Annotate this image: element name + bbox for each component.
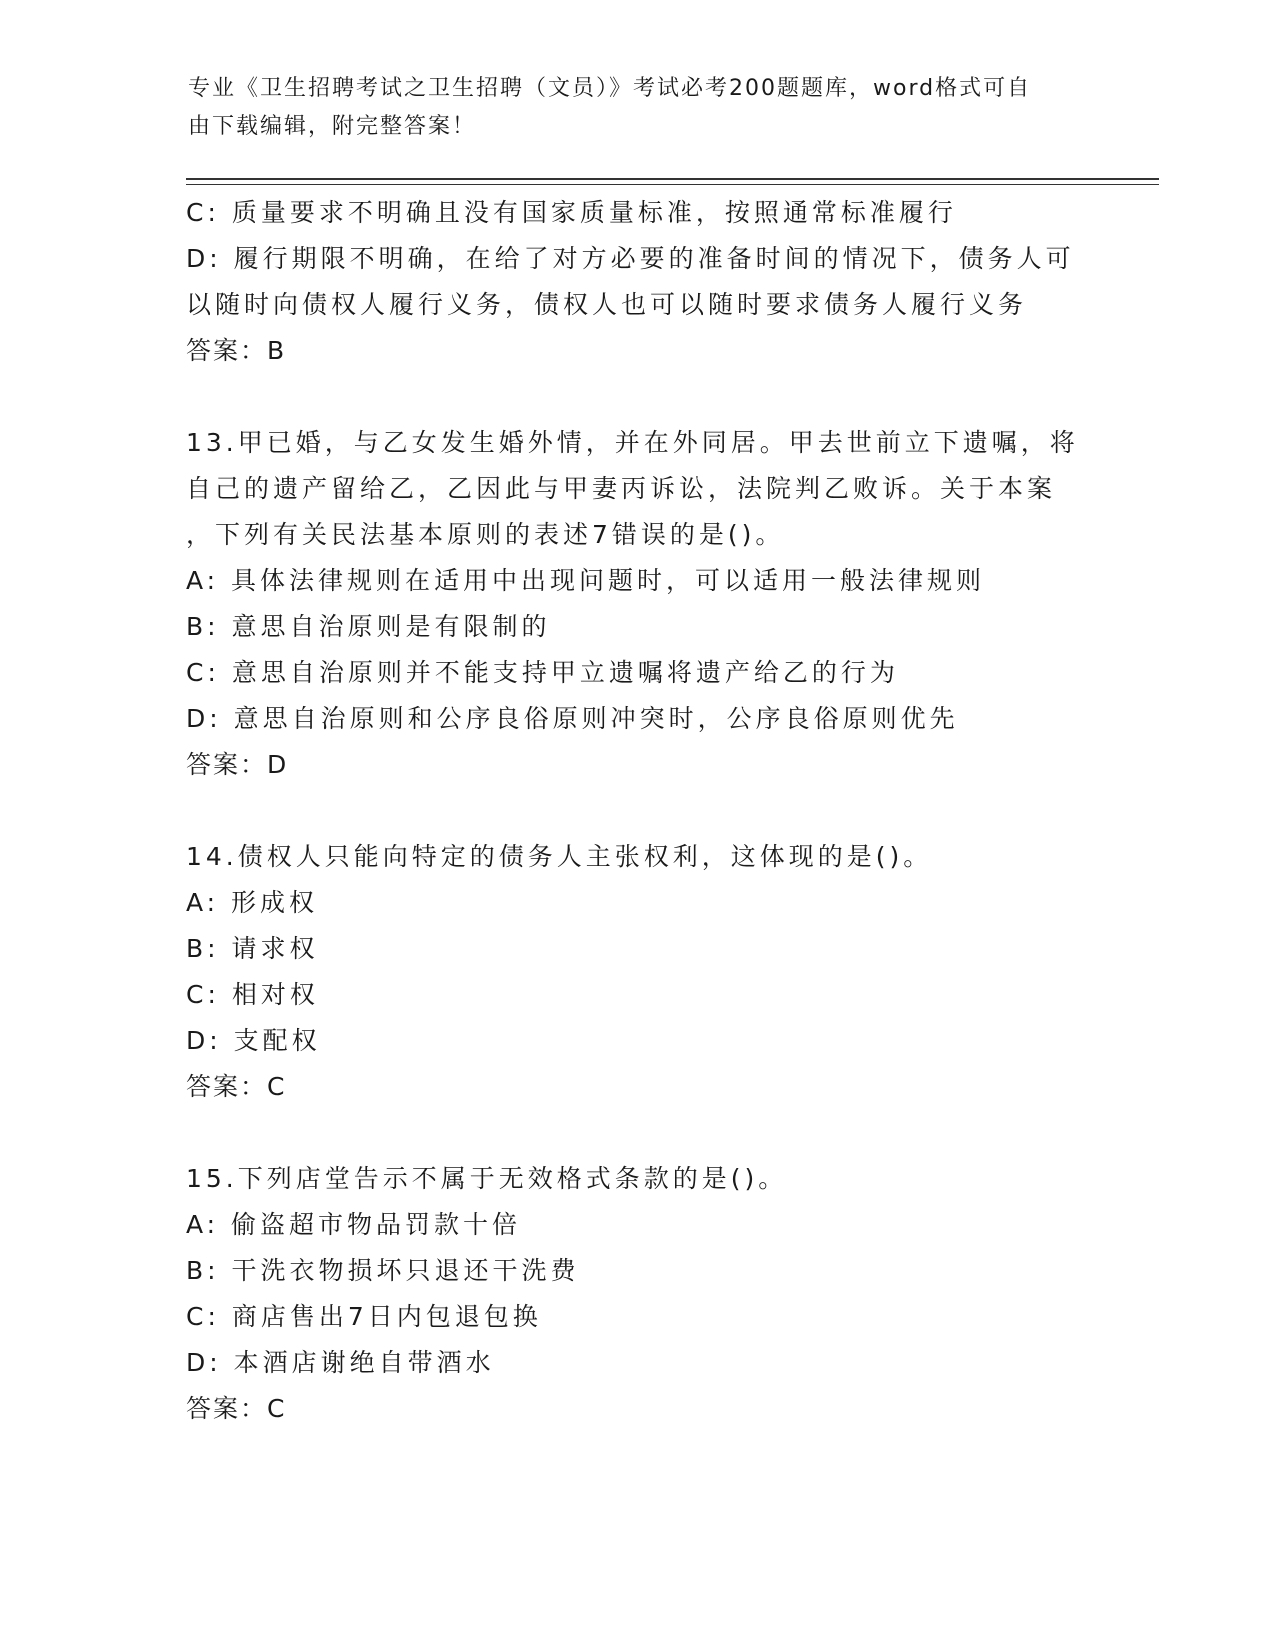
option-c: C: 商店售出7日内包退包换: [186, 1302, 542, 1331]
header-line-2: 由下载编辑，附完整答案！: [188, 114, 477, 139]
question-stem-continued: ，下列有关民法基本原则的表述7错误的是()。: [186, 520, 785, 549]
option-d: D: 本酒店谢绝自带酒水: [186, 1348, 495, 1377]
answer: 答案：B: [186, 336, 287, 365]
option-c: C: 意思自治原则并不能支持甲立遗嘱将遗产给乙的行为: [186, 658, 899, 687]
question-stem-continued: 自己的遗产留给乙，乙因此与甲妻丙诉讼，法院判乙败诉。关于本案: [186, 474, 1057, 503]
option-c: C: 相对权: [186, 980, 319, 1009]
question-14: [186, 834, 1086, 1110]
spacer: [186, 1110, 1086, 1156]
question-12-tail: [186, 190, 1086, 374]
option-b: B: 意思自治原则是有限制的: [186, 612, 551, 641]
question-15: [186, 1156, 1086, 1432]
question-stem: 15.下列店堂告示不属于无效格式条款的是()。: [186, 1164, 788, 1193]
option-c: C: 质量要求不明确且没有国家质量标准，按照通常标准履行: [186, 198, 957, 227]
header-divider: [186, 178, 1159, 180]
answer: 答案：C: [186, 1072, 287, 1101]
header-divider-thin: [186, 184, 1159, 185]
option-d: D: 履行期限不明确，在给了对方必要的准备时间的情况下，债务人可: [186, 244, 1075, 273]
option-a: A: 偷盗超市物品罚款十倍: [186, 1210, 522, 1239]
header-line-1: 专业《卫生招聘考试之卫生招聘（文员）》考试必考200题题库，word格式可自: [188, 76, 1032, 101]
option-a: A: 形成权: [186, 888, 319, 917]
question-stem: 14.债权人只能向特定的债务人主张权利，这体现的是()。: [186, 842, 933, 871]
document-body: [186, 190, 1086, 1432]
question-13: [186, 420, 1086, 788]
option-b: B: 干洗衣物损坏只退还干洗费: [186, 1256, 580, 1285]
document-header: [188, 70, 1078, 146]
spacer: [186, 788, 1086, 834]
spacer: [186, 374, 1086, 420]
answer: 答案：D: [186, 750, 289, 779]
option-d: D: 意思自治原则和公序良俗原则冲突时，公序良俗原则优先: [186, 704, 959, 733]
option-d: D: 支配权: [186, 1026, 321, 1055]
question-stem: 13.甲已婚，与乙女发生婚外情，并在外同居。甲去世前立下遗嘱，将: [186, 428, 1079, 457]
answer: 答案：C: [186, 1394, 287, 1423]
option-b: B: 请求权: [186, 934, 319, 963]
option-d-continued: 以随时向债权人履行义务，债权人也可以随时要求债务人履行义务: [186, 290, 1028, 319]
option-a: A: 具体法律规则在适用中出现问题时，可以适用一般法律规则: [186, 566, 986, 595]
